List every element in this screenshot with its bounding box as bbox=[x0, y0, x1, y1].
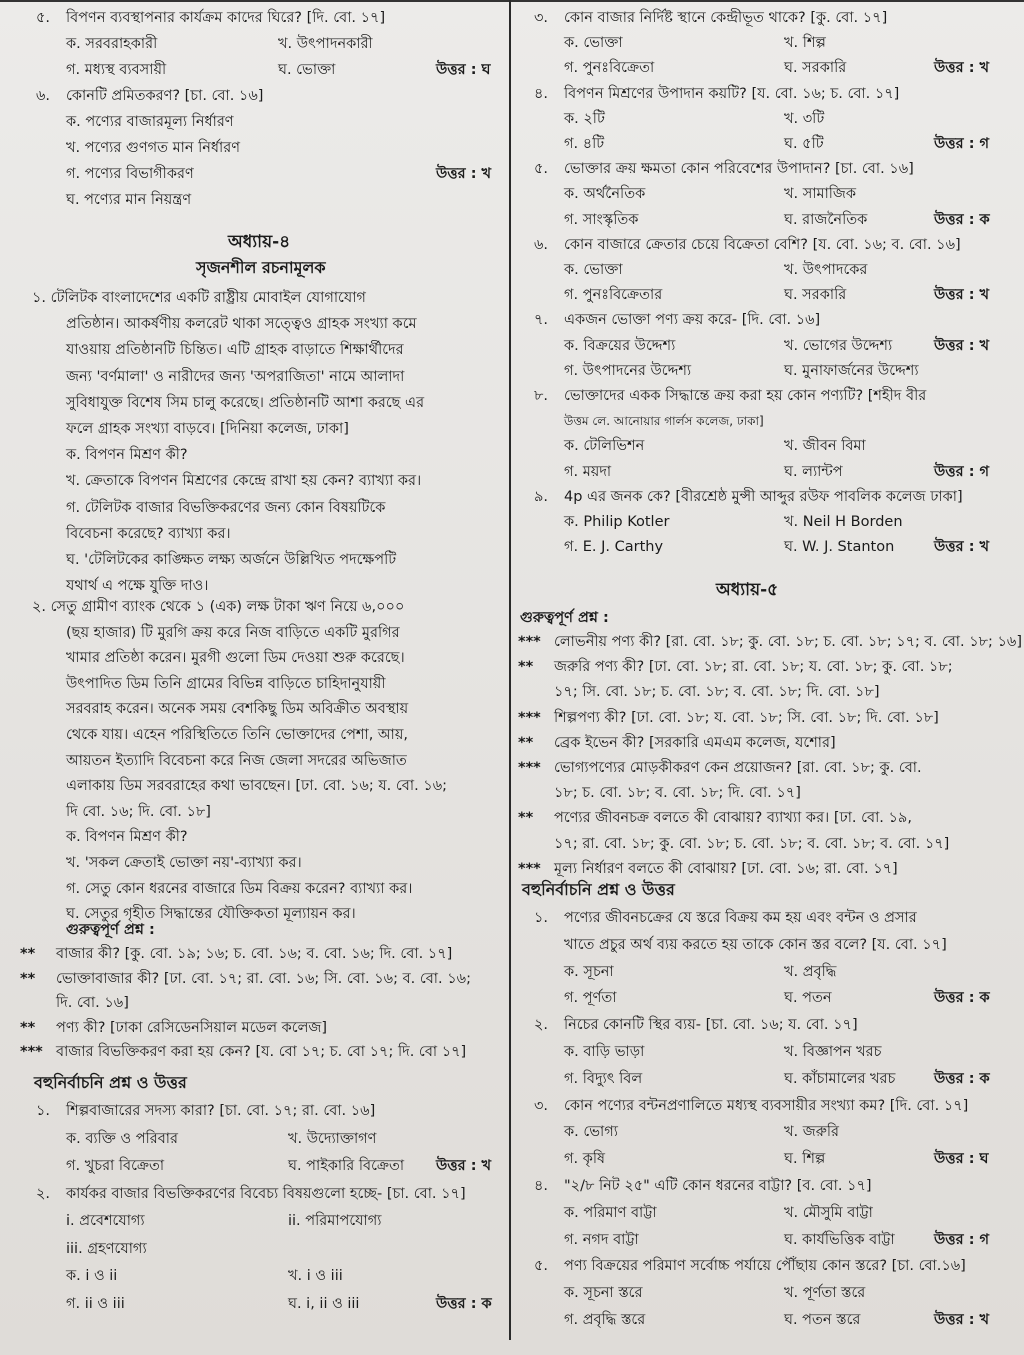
important-question: শিল্পপণ্য কী? [ঢা. বো. ১৮; য. বো. ১৮; সি. বো. ১৮; দি. বো. ১৮] bbox=[554, 709, 939, 726]
option-a: ক. ২টি bbox=[564, 110, 605, 127]
option-b: খ. ৩টি bbox=[784, 110, 825, 127]
option-a: ক. ভোগ্য bbox=[564, 1124, 618, 1141]
option-b: ঘ. ভোক্তা bbox=[278, 62, 336, 78]
importance-stars: ** bbox=[518, 810, 534, 827]
importance-stars: ** bbox=[20, 970, 36, 987]
answer-label: উত্তর : খ bbox=[934, 287, 990, 304]
question-number: ৩. bbox=[534, 10, 549, 26]
option-a: গ. উৎপাদনের উদ্দেশ্য bbox=[564, 362, 692, 379]
importance-stars: *** bbox=[518, 760, 541, 776]
option-b: খ. জীবন বিমা bbox=[784, 438, 866, 455]
answer-label: উত্তর : খ bbox=[436, 1158, 492, 1174]
question-number: ১. bbox=[36, 1103, 51, 1119]
question-number: ৯. bbox=[534, 488, 549, 505]
importance-stars: *** bbox=[20, 1044, 43, 1061]
answer-label: উত্তর : খ bbox=[934, 1312, 990, 1328]
option-b: ঘ. ল্যান্টপ bbox=[784, 463, 843, 480]
option-b: খ. উৎপাদনকারী bbox=[278, 36, 373, 52]
importance-stars: *** bbox=[518, 860, 541, 877]
important-question: ১৮; চ. বো. ১৮; ব. বো. ১৮; দি. বো. ১৭] bbox=[554, 785, 801, 802]
option-b: খ. i ও iii bbox=[288, 1268, 343, 1284]
option-b: ঘ. i, ii ও iii bbox=[288, 1295, 360, 1312]
section-heading: গুরুত্বপূর্ণ প্রশ্ন : bbox=[520, 610, 609, 626]
option-b: খ. পূর্ণতা স্তরে bbox=[784, 1285, 866, 1302]
option-a: ক. ভোক্তা bbox=[564, 262, 623, 278]
creative-question-line: ফলে গ্রাহক সংখ্যা বাড়বে। [দিনিয়া কলেজ, ঢাকা] bbox=[66, 421, 349, 437]
section-heading: বহুনির্বাচনি প্রশ্ন ও উত্তর bbox=[522, 880, 675, 899]
option-b: খ. উদ্যোক্তাগণ bbox=[288, 1130, 377, 1147]
question-text: কোন পণ্যের বন্টনপ্রণালিতে মধ্যস্থ ব্যবসায়ীর সংখ্যা কম? [দি. বো. ১৭] bbox=[564, 1097, 969, 1114]
option-b: ঘ. পাইকারি বিক্রেতা bbox=[288, 1158, 405, 1174]
question-number: ৬. bbox=[534, 236, 549, 253]
creative-question-line: যাওয়ায় প্রতিষ্ঠানটি চিন্তিত। এটি গ্রাহক বাড়াতে শিক্ষার্থীদের bbox=[66, 342, 404, 359]
option-b: খ. মৌসুমি বাট্টা bbox=[784, 1204, 873, 1221]
answer-label: উত্তর : খ bbox=[934, 337, 990, 354]
creative-question-line: ক. বিপণন মিশ্রণ কী? bbox=[66, 447, 188, 464]
option-b: ঘ. সরকারি bbox=[784, 60, 847, 77]
option-a: গ. পুনঃবিক্রেতা bbox=[564, 60, 655, 77]
question-text: কার্যকর বাজার বিভক্তিকরণের বিবেচ্য বিষয়গুলো হচ্ছে- [চা. বো. ১৭] bbox=[66, 1185, 466, 1202]
section-heading: গুরুত্বপূর্ণ প্রশ্ন : bbox=[66, 922, 155, 938]
answer-label: উত্তর : খ bbox=[436, 166, 492, 182]
option-a: ক. বিক্রয়ের উদ্দেশ্য bbox=[564, 337, 676, 354]
option-b: ঘ. সরকারি bbox=[784, 287, 847, 304]
answer-label: উত্তর : গ bbox=[934, 463, 990, 480]
option-a: ক. পণ্যের বাজারমূল্য নির্ধারণ bbox=[66, 114, 234, 130]
question-number: ৫. bbox=[36, 10, 51, 26]
option-b: ঘ. মুনাফার্জনের উদ্দেশ্য bbox=[784, 362, 919, 379]
option-a: গ. মধ্যস্থ ব্যবসায়ী bbox=[66, 62, 167, 78]
question-text: 4p এর জনক কে? [বীরশ্রেষ্ঠ মুন্সী আব্দুর রউফ পাবলিক কলেজ ঢাকা] bbox=[564, 488, 963, 505]
creative-question-line: খামার প্রতিষ্ঠা করেন। মুরগী গুলো ডিম দেওয়া শুরু করেছে। bbox=[66, 650, 405, 667]
option-b: ঘ. পতন স্তরে bbox=[784, 1312, 861, 1328]
option-b: খ. ভোগের উদ্দেশ্য bbox=[784, 337, 893, 354]
creative-question-line: (ছয় হাজার) টি মুরগি ক্রয় করে নিজ বাড়িতে একটি মুরগির bbox=[66, 624, 400, 641]
creative-question-line: থেকে যায়। এহেন পরিস্থিতিতে তিনি ভোক্তাদের পেশা, আয়, bbox=[66, 727, 408, 743]
importance-stars: ** bbox=[518, 734, 534, 751]
creative-question-line: ২. সেতু গ্রামীণ ব্যাংক থেকে ১ (এক) লক্ষ টাকা ঋণ নিয়ে ৬,০০০ bbox=[32, 599, 405, 615]
question-text: "২/৮ নিট ২৫" এটি কোন ধরনের বাট্টা? [ব. বো. ১৭] bbox=[564, 1178, 872, 1194]
question-number: ৬. bbox=[36, 88, 51, 104]
importance-stars: *** bbox=[518, 634, 541, 650]
column-divider bbox=[509, 0, 511, 1340]
option-a: ক. ব্যক্তি ও পরিবার bbox=[66, 1130, 178, 1147]
question-number: ৮. bbox=[534, 388, 549, 404]
answer-label: উত্তর : গ bbox=[934, 136, 990, 152]
creative-question-line: সুবিধাযুক্ত বিশেষ সিম চালু করেছে। প্রতিষ্ঠানটি আশা করছে এর bbox=[66, 394, 425, 411]
answer-label: উত্তর : ক bbox=[934, 1070, 990, 1087]
section-heading: বহুনির্বাচনি প্রশ্ন ও উত্তর bbox=[34, 1073, 187, 1092]
option-a: ক. টেলিভিশন bbox=[564, 438, 645, 455]
creative-question-line: গ. সেতু কোন ধরনের বাজারে ডিম বিক্রয় করেন? ব্যাখ্যা কর। bbox=[66, 880, 413, 897]
creative-question-line: দি বো. ১৬; দি. বো. ১৮] bbox=[66, 803, 211, 820]
option-a: গ. E. J. Carthy bbox=[564, 539, 664, 556]
section-heading: সৃজনশীল রচনামূলক bbox=[196, 258, 326, 277]
importance-stars: *** bbox=[518, 709, 541, 726]
option-a: i. প্রবেশযোগ্য bbox=[66, 1213, 145, 1229]
creative-question-line: খ. 'সকল ক্রেতাই ভোক্তা নয়'-ব্যাখ্যা কর। bbox=[66, 855, 302, 871]
option-b: খ. শিল্প bbox=[784, 35, 826, 52]
important-question: ব্রেক ইভেন কী? [সরকারি এমএম কলেজ, যশোর] bbox=[554, 734, 836, 751]
creative-question-line: ক. বিপণন মিশ্রণ কী? bbox=[66, 829, 188, 846]
option-a: গ. ii ও iii bbox=[66, 1295, 125, 1312]
option-a: গ. বিদ্যুৎ বিল bbox=[564, 1070, 643, 1087]
question-text: পণ্যের জীবনচক্রের যে স্তরে বিক্রয় কম হয় এবং বন্টন ও প্রসার bbox=[564, 910, 917, 926]
option-b: খ. বিজ্ঞাপন খরচ bbox=[784, 1044, 882, 1060]
option-b: খ. জরুরি bbox=[784, 1124, 839, 1141]
option-a: খাতে প্রচুর অর্থ ব্যয় করতে হয় তাকে কোন স্তর বলে? [য. বো. ১৭] bbox=[564, 936, 947, 953]
important-question: ভোক্তাবাজার কী? [ঢা. বো. ১৭; রা. বো. ১৬; সি. বো. ১৬; ব. বো. ১৬; bbox=[56, 970, 471, 987]
option-a: iii. গ্রহণযোগ্য bbox=[66, 1240, 147, 1257]
important-question: পণ্যের জীবনচক্র বলতে কী বোঝায়? ব্যাখ্যা কর। [ঢা. বো. ১৯, bbox=[554, 810, 912, 827]
option-a: উত্তম লে. আনোয়ার গার্লস কলেজ, ঢাকা] bbox=[564, 414, 764, 429]
answer-label: উত্তর : ঘ bbox=[934, 1151, 989, 1168]
answer-label: উত্তর : ঘ bbox=[436, 62, 491, 78]
answer-label: উত্তর : ক bbox=[934, 990, 990, 1007]
question-number: ৩. bbox=[534, 1097, 549, 1114]
creative-question-line: আয়তন ইত্যাদি বিবেচনা করে নিজ জেলা সদরের অভিজাত bbox=[66, 752, 407, 769]
creative-question-line: সরবরাহ করেন। অনেক সময় বেশকিছু ডিম অবিক্রীত অবস্থায় bbox=[66, 701, 409, 718]
question-text: ভোক্তাদের একক সিদ্ধান্তে ক্রয় করা হয় কোন পণ্যটি? [শহীদ বীর bbox=[564, 388, 927, 404]
importance-stars: ** bbox=[518, 659, 534, 676]
option-a: ক. বাড়ি ভাড়া bbox=[564, 1044, 645, 1060]
important-question: ভোগ্যপণ্যের মোড়কীকরণ কেন প্রয়োজন? [রা. বো. ১৮; কু. বো. bbox=[554, 760, 922, 776]
option-b: ঘ. কার্যভিত্তিক বাট্টা bbox=[784, 1231, 895, 1248]
creative-question-line: প্রতিষ্ঠান। আকর্ষণীয় কলরেট থাকা সত্ত্বেও গ্রাহক সংখ্যা কমে bbox=[66, 316, 417, 333]
creative-question-line: যথার্থ এ পক্ষে যুক্তি দাও। bbox=[66, 578, 209, 595]
option-a: গ. ময়দা bbox=[564, 463, 612, 480]
question-number: ১. bbox=[534, 910, 549, 926]
question-number: ৫. bbox=[534, 161, 549, 178]
creative-question-line: ঘ. 'টেলিটকের কাঙ্ক্ষিত লক্ষ্য অর্জনে উল্লিখিত পদক্ষেপটি bbox=[66, 552, 397, 568]
creative-question-line: ১. টেলিটক বাংলাদেশের একটি রাষ্ট্রীয় মোবাইল যোগাযোগ bbox=[32, 290, 366, 306]
chapter-heading: অধ্যায়-৪ bbox=[228, 232, 291, 252]
question-number: ২. bbox=[534, 1017, 549, 1034]
important-question: লোভনীয় পণ্য কী? [রা. বো. ১৮; কু. বো. ১৮; চ. বো. ১৮; ১৭; ব. বো. ১৮; ১৬] bbox=[554, 634, 1023, 650]
creative-question-line: গ. টেলিটক বাজার বিভক্তিকরণের জন্য কোন বিষয়টিকে bbox=[66, 499, 386, 516]
question-text: একজন ভোক্তা পণ্য ক্রয় করে- [দি. বো. ১৬] bbox=[564, 312, 821, 329]
option-a: গ. খুচরা বিক্রেতা bbox=[66, 1158, 165, 1174]
important-question: দি. বো. ১৬] bbox=[56, 995, 129, 1012]
creative-question-line: খ. ক্রেতাকে বিপণন মিশ্রণের কেন্দ্রে রাখা হয় কেন? ব্যাখ্যা কর। bbox=[66, 473, 422, 490]
option-a: গ. নগদ বাট্টা bbox=[564, 1231, 639, 1248]
option-a: ক. সরবরাহকারী bbox=[66, 36, 158, 52]
option-a: গ. পুনঃবিক্রেতার bbox=[564, 287, 663, 304]
important-question: মূল্য নির্ধারণ বলতে কী বোঝায়? [ঢা. বো. ১৬; রা. বো. ১৭] bbox=[554, 860, 898, 877]
option-b: ঘ. কাঁচামালের খরচ bbox=[784, 1070, 896, 1087]
question-number: ৭. bbox=[534, 312, 549, 329]
option-a: ক. পরিমাণ বাট্টা bbox=[564, 1204, 657, 1221]
question-text: কোন বাজার নির্দিষ্ট স্থানে কেন্দ্রীভূত থাকে? [কু. বো. ১৭] bbox=[564, 10, 888, 26]
option-a: খ. পণ্যের গুণগত মান নির্ধারণ bbox=[66, 140, 240, 156]
option-b: খ. উৎপাদকের bbox=[784, 262, 868, 278]
importance-stars: ** bbox=[20, 1019, 36, 1036]
option-b: ii. পরিমাপযোগ্য bbox=[288, 1213, 382, 1229]
option-b: ঘ. শিল্প bbox=[784, 1151, 826, 1168]
importance-stars: ** bbox=[20, 946, 36, 962]
creative-question-line: ঘ. সেতুর গৃহীত সিদ্ধান্তের যৌক্তিকতা মূল্যায়ন কর। bbox=[66, 906, 356, 923]
question-text: শিল্পবাজারের সদস্য কারা? [চা. বো. ১৭; রা. বো. ১৬] bbox=[66, 1103, 376, 1119]
chapter-heading: অধ্যায়-৫ bbox=[716, 580, 779, 600]
option-a: ঘ. পণ্যের মান নিয়ন্ত্রণ bbox=[66, 192, 192, 208]
creative-question-line: জন্য 'বর্ণমালা' ও নারীদের জন্য 'অপরাজিতা' নামে আলাদা bbox=[66, 368, 405, 385]
option-a: গ. কৃষি bbox=[564, 1151, 606, 1168]
question-number: ২. bbox=[36, 1185, 51, 1202]
question-text: ভোক্তার ক্রয় ক্ষমতা কোন পরিবেশের উপাদান? [চা. বো. ১৬] bbox=[564, 161, 914, 178]
question-text: নিচের কোনটি স্থির ব্যয়- [চা. বো. ১৬; য. বো. ১৭] bbox=[564, 1017, 858, 1034]
option-a: ক. i ও ii bbox=[66, 1268, 118, 1284]
question-number: ৪. bbox=[534, 85, 549, 102]
option-a: ক. Philip Kotler bbox=[564, 514, 670, 530]
answer-label: উত্তর : খ bbox=[934, 60, 990, 77]
answer-label: উত্তর : খ bbox=[934, 539, 990, 556]
creative-question-line: উৎপাদিত ডিম তিনি গ্রামের বিভিন্ন বাড়িতে চাহিদানুযায়ী bbox=[66, 675, 386, 692]
option-a: গ. পণ্যের বিভাগীকরণ bbox=[66, 166, 194, 182]
option-b: খ. প্রবৃদ্ধি bbox=[784, 963, 837, 980]
question-text: কোন বাজারে ক্রেতার চেয়ে বিক্রেতা বেশি? [য. বো. ১৬; ব. বো. ১৬] bbox=[564, 236, 961, 253]
option-b: ঘ. ৫টি bbox=[784, 136, 824, 152]
important-question: বাজার কী? [কু. বো. ১৯; ১৬; চ. বো. ১৬; ব. বো. ১৬; দি. বো. ১৭] bbox=[56, 946, 453, 962]
question-text: বিপণন মিশ্রণের উপাদান কয়টি? [য. বো. ১৬; চ. বো. ১৭] bbox=[564, 85, 900, 102]
option-a: গ. ৪টি bbox=[564, 136, 605, 152]
question-text: পণ্য বিক্রয়ের পরিমাণ সর্বোচ্চ পর্যায়ে পৌঁছায় কোন স্তরে? [চা. বো.১৬] bbox=[564, 1258, 966, 1275]
important-question: ১৭; সি. বো. ১৮; চ. বো. ১৮; ব. বো. ১৮; দি. বো. ১৮] bbox=[554, 684, 880, 701]
creative-question-line: এলাকায় ডিম সরবরাহের কথা ভাবছেন। [ঢা. বো. ১৬; য. বো. ১৬; bbox=[66, 778, 448, 795]
option-b: ঘ. পতন bbox=[784, 990, 832, 1007]
option-a: ক. সূচনা bbox=[564, 963, 614, 980]
important-question: বাজার বিভক্তিকরণ করা হয় কেন? [য. বো ১৭; চ. বো ১৭; দি. বো ১৭] bbox=[56, 1044, 467, 1061]
answer-label: উত্তর : ক bbox=[436, 1295, 492, 1312]
option-a: গ. পূর্ণতা bbox=[564, 990, 617, 1007]
question-text: বিপণন ব্যবস্থাপনার কার্যক্রম কাদের ঘিরে? [দি. বো. ১৭] bbox=[66, 10, 386, 26]
creative-question-line: বিবেচনা করেছে? ব্যাখ্যা কর। bbox=[66, 525, 231, 542]
option-a: ক. অর্থনৈতিক bbox=[564, 186, 646, 203]
question-number: ৪. bbox=[534, 1178, 549, 1194]
answer-label: উত্তর : গ bbox=[934, 1231, 990, 1248]
option-a: গ. সাংস্কৃতিক bbox=[564, 211, 639, 228]
option-b: খ. Neil H Borden bbox=[784, 514, 903, 530]
important-question: জরুরি পণ্য কী? [ঢা. বো. ১৮; রা. বো. ১৮; য. বো. ১৮; কু. বো. ১৮; bbox=[554, 659, 953, 676]
option-b: খ. সামাজিক bbox=[784, 186, 857, 203]
important-question: ১৭; রা. বো. ১৮; কু. বো. ১৮; চ. বো. ১৮; ব. বো. ১৮; ব. বো. ১৭] bbox=[554, 835, 950, 852]
option-a: গ. প্রবৃদ্ধি স্তরে bbox=[564, 1312, 646, 1328]
answer-label: উত্তর : ক bbox=[934, 211, 990, 228]
option-a: ক. ভোক্তা bbox=[564, 35, 623, 52]
question-text: কোনটি প্রমিতকরণ? [চা. বো. ১৬] bbox=[66, 88, 264, 104]
important-question: পণ্য কী? [ঢাকা রেসিডেনসিয়াল মডেল কলেজ] bbox=[56, 1019, 328, 1036]
option-b: ঘ. রাজনৈতিক bbox=[784, 211, 868, 228]
question-number: ৫. bbox=[534, 1258, 549, 1275]
option-b: ঘ. W. J. Stanton bbox=[784, 539, 895, 556]
top-rule bbox=[0, 0, 1024, 2]
option-a: ক. সূচনা স্তরে bbox=[564, 1285, 643, 1302]
